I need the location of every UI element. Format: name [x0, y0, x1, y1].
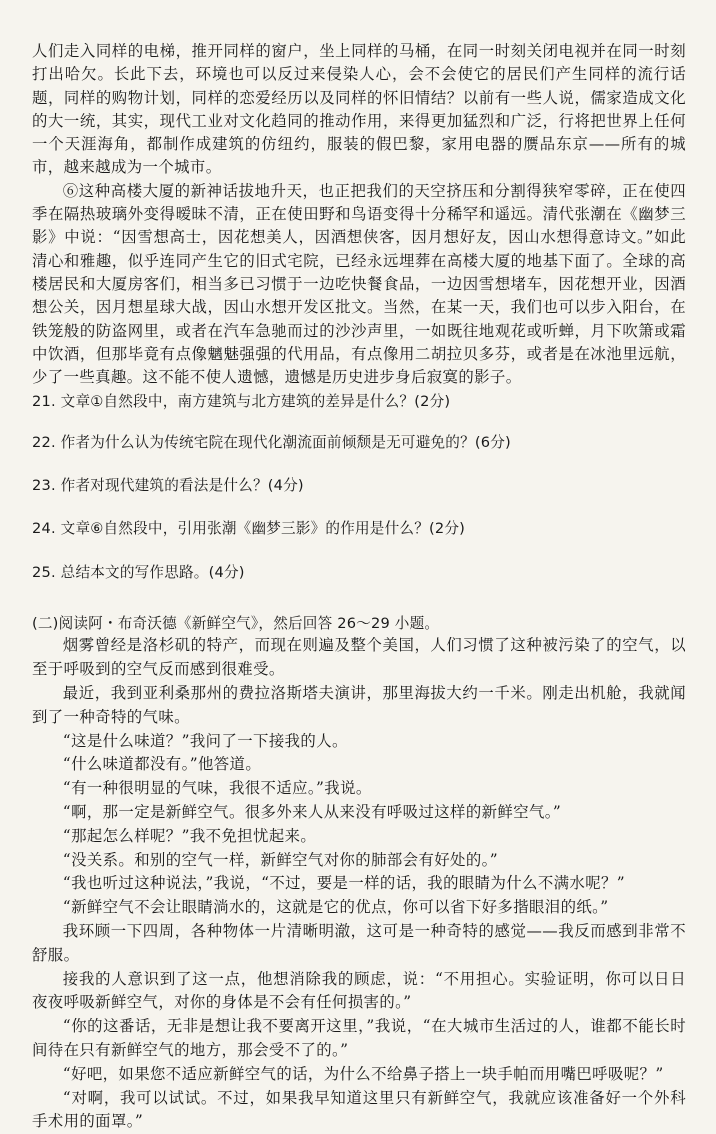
question-25: 25. 总结本文的写作思路。(4分) — [32, 564, 245, 582]
question-21: 21. 文章①自然段中，南方建筑与北方建筑的差异是什么？(2分) — [32, 393, 451, 411]
story-paragraph: “有一种很明显的气味，我很不适应。”我说。 — [62, 779, 372, 798]
story-paragraph: “那起怎么样呢？”我不免担忧起来。 — [62, 826, 317, 845]
story-paragraph: “什么味道都没有。”他答道。 — [62, 755, 262, 774]
story-paragraph: “对啊，我可以试试。不过，如果我早知道这里只有新鲜空气，我就应该准备好一个外科手术用的面罩。” — [32, 1088, 686, 1131]
question-23: 23. 作者对现代建筑的看法是什么？(4分) — [32, 477, 304, 495]
story-paragraph: 我环顾一下四周，各种物体一片清晰明澈，这可是一种奇特的感觉——我反而感到非常不舒服。 — [32, 922, 686, 964]
story-paragraph: “没关系。和别的空气一样，新鲜空气对你的肺部会有好处的。” — [62, 850, 498, 869]
story-paragraph: “新鲜空气不会让眼睛淌水的，这就是它的优点，你可以省下好多揩眼泪的纸。” — [62, 898, 609, 917]
question-22: 22. 作者为什么认为传统宅院在现代化潮流面前倾颓是无可避免的？(6分) — [32, 434, 511, 452]
question-24: 24. 文章⑥自然段中，引用张潮《幽梦三影》的作用是什么？(2分) — [32, 520, 466, 538]
section-two-heading: (二)阅读阿・布奇沃德《新鲜空气》，然后回答 26～29 小题。 — [32, 615, 440, 633]
story-paragraph: “好吧，如果您不适应新鲜空气的话，为什么不给鼻子搭上一块手帕而用嘴巴呼吸呢？” — [62, 1064, 664, 1083]
story-paragraph: 烟雾曾经是洛杉矶的特产，而现在则遍及整个美国，人们习惯了这种被污染了的空气，以至于呼吸到的空气反而感到很难受。 — [32, 636, 686, 679]
story-paragraph: “你的这番话，无非是想让我不要离开这里，”我说，“在大城市生活过的人，谁都不能长时间待在只有新鲜空气的地方，那会受不了的。” — [32, 1017, 686, 1059]
story-paragraph: “我也听过这种说法，”我说，“不过，要是一样的话，我的眼睛为什么不满水呢？” — [62, 874, 626, 893]
story-fresh-air — [32, 634, 686, 1134]
story-paragraph: 接我的人意识到了这一点，他想消除我的顾虑，说：“不用担心。实验证明，你可以日日夜夜呼吸新鲜空气，对你的身体是不会有任何损害的。” — [32, 969, 686, 1012]
story-paragraph: 最近，我到亚利桑那州的费拉洛斯塔夫演讲，那里海拔大约一千米。刚走出机舱，我就闻到了一种奇特的气味。 — [32, 684, 686, 726]
passage-paragraph-six: ⑥这种高楼大厦的新神话拔地升天，也正把我们的天空挤压和分割得狭窄零碎，正在使四季在隔热玻璃外变得暧昧不清，正在使田野和鸟语变得十分稀罕和遥远。清代张潮在《幽梦三影》中说：“因雪想高士，因花想美人，因酒想侠客，因月想好友，因山水想得意诗文。”如此清心和雅趣，似乎连同产生它的旧式宅院，已经永远埋葬在高楼大厦的地基下面了。全球的高楼居民和大厦房客们，相当多已习惯于一边吃快餐食品，一边因雪想堵车，因花想开业，因酒想公关，因月想星球大战，因山水想开发区批文。当然，在某一天，我们也可以步入阳台，在铁笼般的防盗网里，或者在汽车急驰而过的沙沙声里，一如既往地观花或听蝉，月下吹箫或霜中饮酒，但那毕竟有点像魑魅强强的代用品，有点像用二胡拉贝多芬，或者是在冰池里远航，少了一些真趣。这不能不使人遗憾，遗憾是历史进步身后寂寞的影子。 — [32, 181, 686, 387]
story-paragraph: “啊，那一定是新鲜空气。很多外来人从来没有呼吸过这样的新鲜空气。” — [62, 803, 562, 822]
passage-paragraph-continuation: 人们走入同样的电梯，推开同样的窗户，坐上同样的马桶，在同一时刻关闭电视并在同一时刻打出哈欠。长此下去，环境也可以反过来侵染人心，会不会使它的居民们产生同样的流行话题，同样的购物计划，同样的恋爱经历以及同样的怀旧情结？以前有一些人说，儒家造成文化的大一统，其实，现代工业对文化趋同的推动作用，来得更加猛烈和广泛，行将把世界上任何一个天涯海角，都制作成建筑的仿纽约，服装的假巴黎，家用电器的赝品东京——所有的城市，越来越成为一个城市。 — [32, 42, 686, 177]
story-paragraph: “这是什么味道？”我问了一下接我的人。 — [62, 731, 348, 750]
